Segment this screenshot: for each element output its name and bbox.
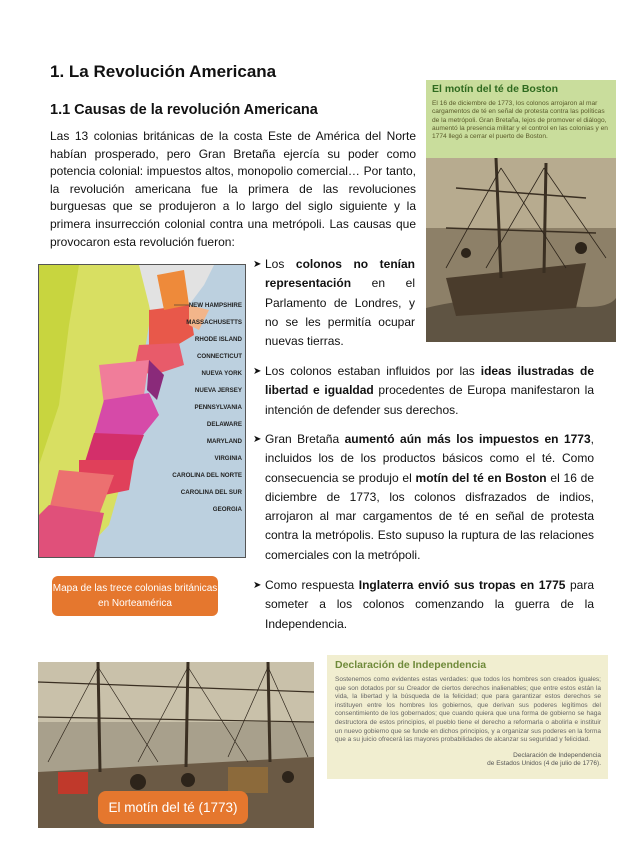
map-label-pennsylvania: PENNSYLVANIA bbox=[194, 404, 242, 411]
map-label-nueva-york: NUEVA YORK bbox=[201, 370, 242, 377]
cause-bullet-3: ➤ Gran Bretaña aumentó aún más los impuestos en 1773, incluidos los de los productos básicos como el té. Como consecuencia se produjo el motín del té en Boston el 16 de diciembre de 1773, los colonos disfrazados de indios, arrojaron al mar cargamentos de té en señal de protesta contra la metrópolis. Esto supuso la ruptura de las relaciones comerciales con la metrópoli. bbox=[253, 432, 594, 562]
cause-bullet-2: ➤ Los colonos estaban influidos por las ideas ilustradas de libertad e igualdad procedentes de Europa manifestaron la intención de defender sus derechos. bbox=[253, 364, 594, 417]
map-label-delaware: DELAWARE bbox=[206, 421, 242, 428]
map-caption-badge: Mapa de las trece colonias británicas en Norteamérica bbox=[52, 576, 218, 616]
page-title: 1. La Revolución Americana bbox=[50, 62, 277, 81]
map-label-carolina-del-norte: CAROLINA DEL NORTE bbox=[172, 472, 242, 479]
map-label-carolina-del-sur: CAROLINA DEL SUR bbox=[180, 489, 242, 496]
declaration-box bbox=[327, 655, 608, 779]
map-label-new-hampshire: NEW HAMPSHIRE bbox=[188, 302, 242, 309]
thirteen-colonies-map bbox=[38, 264, 246, 558]
intro-paragraph: Las 13 colonias británicas de la costa Este de América del Norte habían prosperado, pero Gran Bretaña ejercía su poder como potencia colonial: impuestos altos, monopolio comercial… Por tanto, la revolución americana fue la primera de las revoluciones burguesas que se produjeron a lo largo del siglo siguiente y la primera insurrección colonial contra una metrópoli. Las causas que provocaron esta revolución fueron: bbox=[50, 129, 416, 249]
arrow-bullet-icon: ➤ bbox=[253, 434, 262, 445]
map-label-nueva-jersey: NUEVA JERSEY bbox=[194, 387, 242, 394]
ship-illustration bbox=[426, 158, 616, 342]
tea-box-title: El motín del té de Boston bbox=[432, 83, 559, 95]
declaration-source: Declaración de Independencia de Estados Unidos (4 de julio de 1776). bbox=[487, 752, 601, 768]
cause-bullet-1: ➤ Los colonos no tenían representación en el Parlamento de Londres, y no se les permitía ocupar nuevas tierras. bbox=[253, 257, 416, 349]
map-label-connecticut: CONNECTICUT bbox=[196, 353, 242, 360]
map-label-virginia: VIRGINIA bbox=[214, 455, 242, 462]
arrow-bullet-icon: ➤ bbox=[253, 366, 262, 377]
cause-bullet-4: ➤ Como respuesta Inglaterra envió sus tropas en 1775 para someter a los colonos comenzando la guerra de la Independencia. bbox=[253, 578, 594, 631]
tea-box-text: El 16 de diciembre de 1773, los colonos arrojaron al mar cargamentos de té en señal de protesta contra las políticas de la metrópoli. Gran Bretaña, lejos de promover el diálogo, aumentó la presencia militar y el control en las colonias y en 1774 llegó a cerrar el puerto de Boston. bbox=[432, 100, 608, 141]
tea-party-box bbox=[426, 80, 616, 342]
section-subtitle: 1.1 Causas de la revolución Americana bbox=[50, 102, 318, 118]
map-label-georgia: GEORGIA bbox=[212, 506, 242, 513]
map-label-massachusetts: MASSACHUSETTS bbox=[186, 319, 242, 326]
arrow-bullet-icon: ➤ bbox=[253, 580, 262, 591]
declaration-text: Sostenemos como evidentes estas verdades: que todos los hombres son creados iguales; que son dotados por su Creador de ciertos derechos inalienables; que entre estos están la vida, la libertad y la búsqueda de la felicidad; que para garantizar estos derechos se instituyen entre los hombres los gobiernos, que derivan sus poderes legítimos del consentimiento de los gobernados; que cuando quiera que una forma de gobierno se haga destructora de estos principios, el pueblo tiene el derecho a reformarla o abolirla e instituir un nuevo gobierno que se funde en dichos principios, y a organizar sus poderes en la forma que a su juicio ofrecerá las mayores probabilidades de alcanzar su seguridad y felicidad. bbox=[335, 676, 601, 744]
image-caption-badge: El motín del té (1773) bbox=[98, 791, 248, 824]
arrow-bullet-icon: ➤ bbox=[253, 259, 262, 270]
map-label-rhode-island: RHODE ISLAND bbox=[194, 336, 242, 343]
declaration-title: Declaración de Independencia bbox=[335, 659, 487, 671]
map-label-maryland: MARYLAND bbox=[206, 438, 242, 445]
